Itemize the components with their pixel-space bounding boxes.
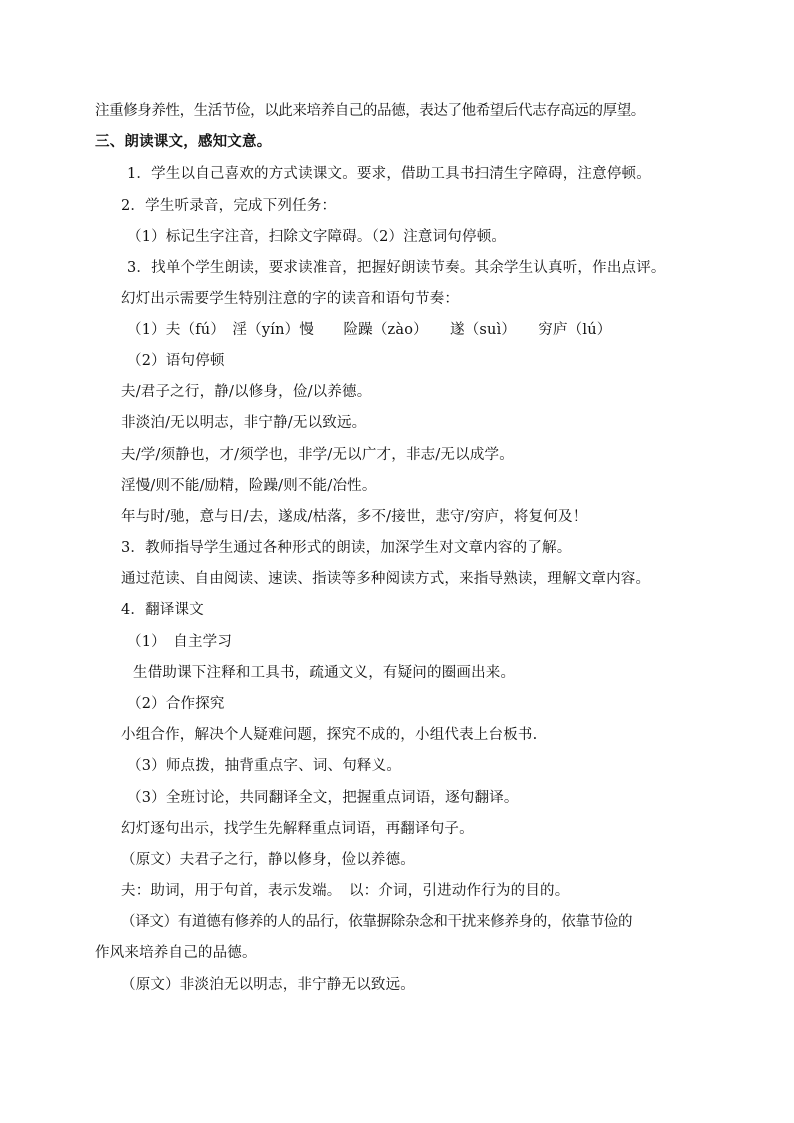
translation-line: 作风来培养自己的品德。	[95, 945, 257, 961]
paragraph-line: 通过范读、自由阅读、速读、指读等多种阅读方式，来指导熟读，理解文章内容。	[121, 571, 651, 587]
pause-line: 非淡泊/无以明志，非宁静/无以致远。	[121, 415, 367, 431]
paragraph-line: 幻灯出示需要学生特别注意的字的读音和语句节奏：	[121, 291, 460, 307]
subheading-line: （2）合作探究	[127, 696, 225, 712]
pause-line: 年与时/驰，意与日/去，遂成/枯落，多不/接世，悲守/穷庐，将复何及！	[121, 509, 588, 525]
paragraph-line: （1）标记生字注音，扫除文字障碍。（2）注意词句停顿。	[127, 229, 507, 245]
pronunciation-line: （1）夫（fú） 淫（yín）慢 险躁（zào） 遂（suì） 穷庐（lú）	[127, 322, 612, 338]
subheading-line: （2）语句停顿	[127, 353, 225, 369]
paragraph-line: 生借助课下注释和工具书，疏通文义，有疑问的圈画出来。	[133, 665, 516, 681]
paragraph-line: 注重修身养性，生活节俭，以此来培养自己的品德，表达了他希望后代志存高远的厚望。	[95, 103, 645, 119]
subheading-line: 4．翻译课文	[121, 602, 204, 618]
paragraph-line: 小组合作，解决个人疑难问题，探究不成的，小组代表上台板书.	[121, 727, 538, 743]
section-heading: 三、朗读课文，感知文意。	[95, 133, 272, 150]
paragraph-line: （3）全班讨论，共同翻译全文，把握重点词语，逐句翻译。	[127, 790, 519, 806]
pause-line: 淫慢/则不能/励精，险躁/则不能/冶性。	[121, 478, 377, 494]
translation-line: （译文）有道德有修养的人的品行，依靠摒除杂念和干扰来修养身的，依靠节俭的	[121, 914, 633, 930]
pause-line: 夫/学/须静也，才/须学也，非学/无以广才，非志/无以成学。	[121, 447, 514, 463]
paragraph-line: 幻灯逐句出示，找学生先解释重点词语，再翻译句子。	[121, 821, 474, 837]
annotation-line: 夫：助词，用于句首，表示发端。 以：介词，引进动作行为的目的。	[121, 883, 570, 899]
paragraph-line: 1．学生以自己喜欢的方式读课文。要求，借助工具书扫清生字障碍，注意停顿。	[127, 166, 651, 182]
original-text-line: （原文）夫君子之行，静以修身，俭以养德。	[121, 852, 415, 868]
pause-line: 夫/君子之行，静/以修身，俭/以养德。	[121, 384, 372, 400]
paragraph-line: 2．学生听录音，完成下列任务：	[121, 198, 337, 214]
subheading-line: （1） 自主学习	[127, 634, 233, 650]
paragraph-line: 3．找单个学生朗读，要求读准音，把握好朗读节奏。其余学生认真听，作出点评。	[127, 260, 666, 276]
original-text-line: （原文）非淡泊无以明志，非宁静无以致远。	[121, 977, 415, 993]
paragraph-line: 3．教师指导学生通过各种形式的朗读，加深学生对文章内容的了解。	[121, 540, 572, 556]
paragraph-line: （3）师点拨，抽背重点字、词、句释义。	[127, 758, 402, 774]
